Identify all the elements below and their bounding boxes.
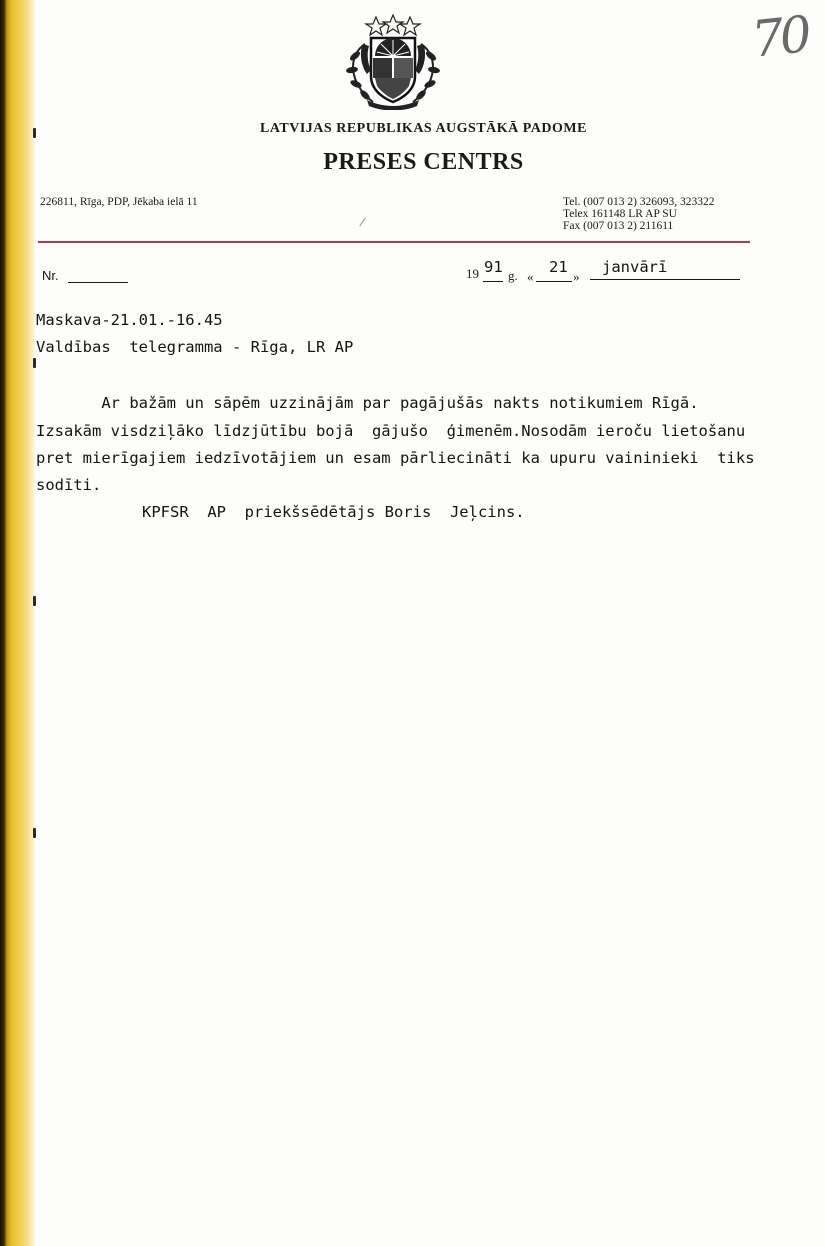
date-month: janvārī [602, 258, 668, 276]
year-underline [483, 281, 503, 282]
number-label: Nr. [42, 268, 59, 283]
day-close-quote: » [573, 269, 580, 284]
message-body-line-1: Ar bažām un sāpēm uzzinājām par pagājušās nakts notikumiem Rīgā. [36, 394, 699, 412]
coat-of-arms-emblem [343, 14, 443, 110]
date-year-prefix: 19 [466, 266, 479, 281]
binding-strip [0, 0, 36, 1246]
telephone-line: Tel. (007 013 2) 326093, 323322 [563, 196, 715, 208]
telex-line: Telex 161148 LR AP SU [563, 208, 677, 220]
letterhead-title: PRESES CENTRS [323, 149, 524, 175]
year-abbreviation: g. [508, 268, 518, 283]
day-underline [536, 281, 572, 282]
date-day: 21 [549, 258, 568, 276]
stray-pen-mark [359, 218, 366, 227]
message-origin-line: Maskava-21.01.-16.45 [36, 311, 223, 329]
message-body-line-3: pret mierīgajiem iedzīvotājiem un esam pārliecināti ka upuru vaininieki tiks [36, 449, 755, 467]
handwritten-page-number: 70 [749, 5, 811, 69]
contact-block [563, 196, 715, 232]
postal-address: 226811, Rīga, PDP, Jēkaba ielā 11 [40, 196, 198, 208]
message-header-line: Valdības telegramma - Rīga, LR AP [36, 338, 354, 356]
number-blank-line [68, 282, 128, 283]
organization-name: LATVIJAS REPUBLIKAS AUGSTĀKĀ PADOME [260, 121, 587, 136]
message-signature: KPFSR AP priekšsēdētājs Boris Jeļcins. [142, 503, 525, 521]
message-body-line-2: Izsakām visdziļāko līdzjūtību bojā gājušo ģimenēm.Nosodām ieroču lietošanu [36, 422, 746, 440]
date-year-suffix: 91 [484, 258, 503, 276]
fax-line: Fax (007 013 2) 211611 [563, 220, 674, 232]
day-open-quote: « [527, 269, 534, 284]
month-underline [590, 279, 740, 280]
letterhead-divider [38, 241, 750, 243]
message-body-line-4: sodīti. [36, 476, 102, 494]
